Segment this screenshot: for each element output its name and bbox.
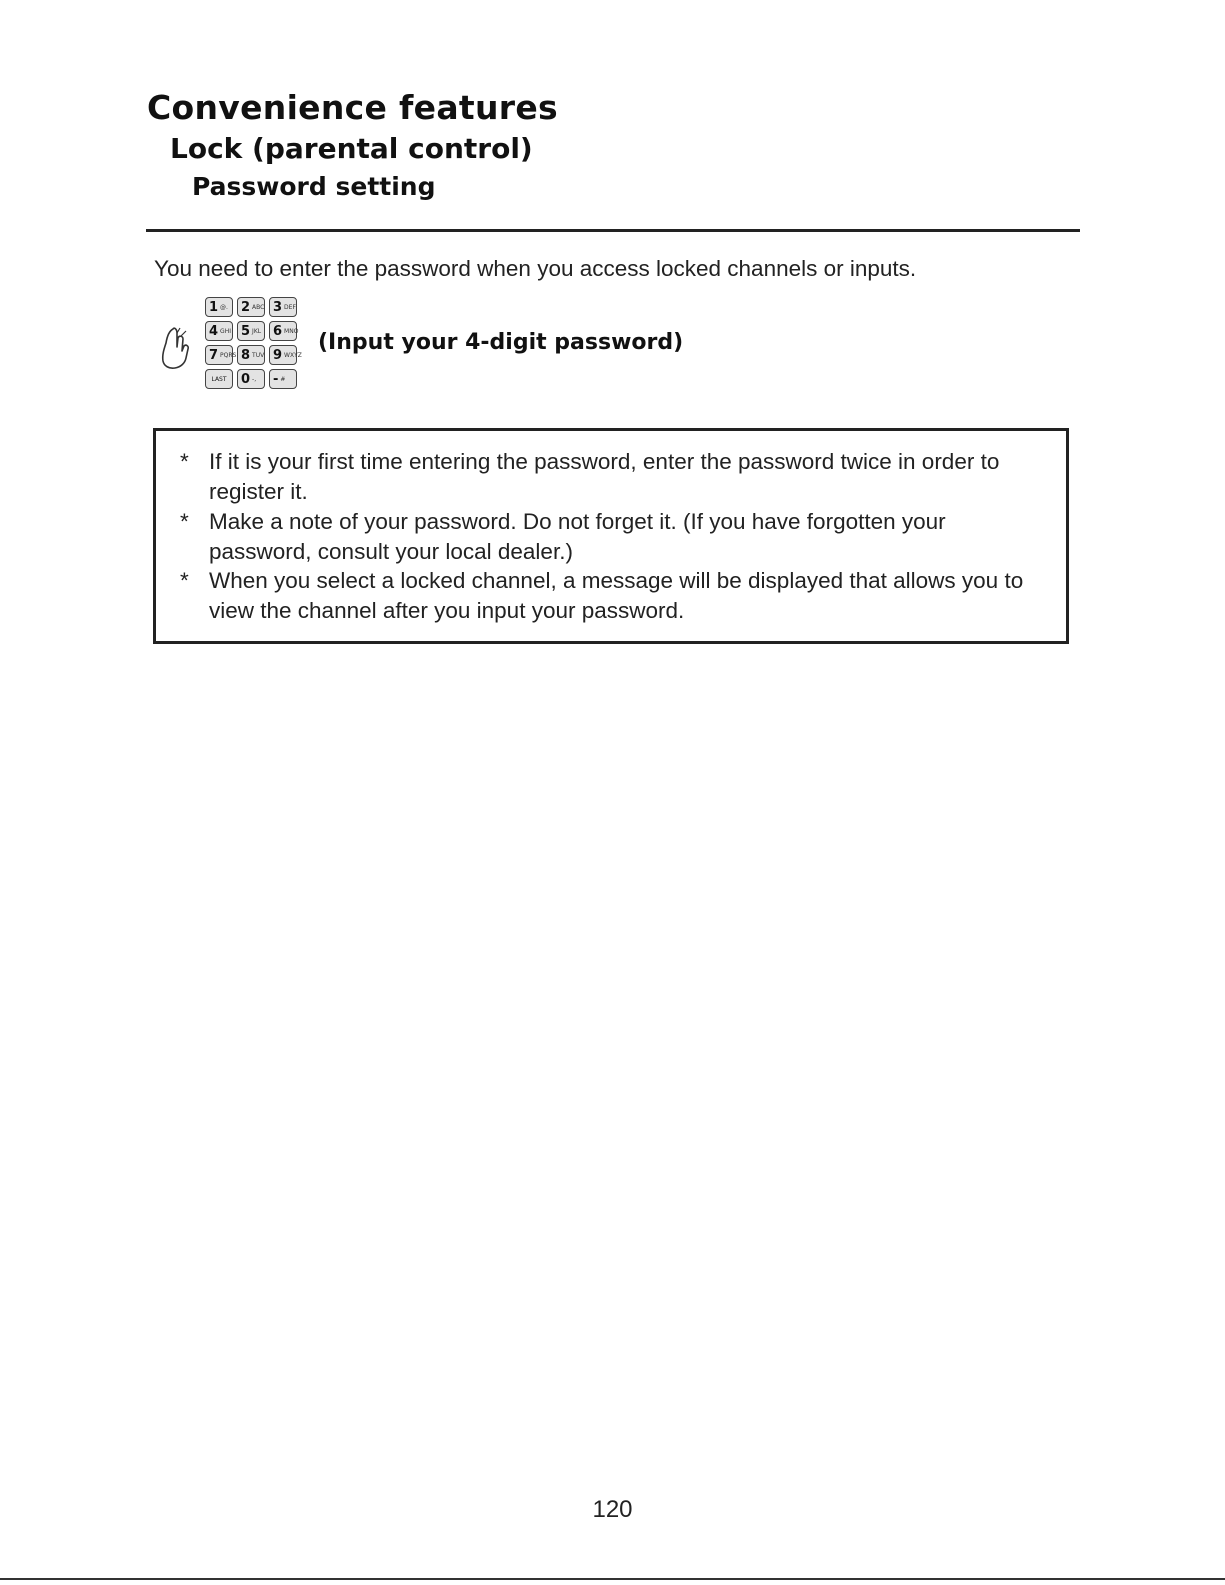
key-dash: - #: [269, 369, 297, 389]
intro-text: You need to enter the password when you access locked channels or inputs.: [154, 256, 917, 281]
finger-press-icon: [159, 325, 195, 371]
section-title: Lock (parental control): [170, 132, 533, 165]
key-0: 0 -,: [237, 369, 265, 389]
note-bullet: *: [180, 449, 189, 474]
note-text: Make a note of your password. Do not forget it. (If you have forgotten your password, consult your local dealer.): [209, 509, 946, 564]
keypad-instruction: (Input your 4-digit password): [318, 330, 684, 355]
key-1: 1 @.: [205, 297, 233, 317]
page-title: Convenience features: [147, 88, 558, 127]
note-bullet: *: [180, 509, 189, 534]
page-bottom-border: [0, 1578, 1225, 1580]
key-9: 9 WXYZ: [269, 345, 297, 365]
note-text: When you select a locked channel, a message will be displayed that allows you to view the channel after you input your password.: [209, 568, 1024, 623]
header-divider: [146, 229, 1080, 232]
key-4: 4 GHI: [205, 321, 233, 341]
note-text: If it is your first time entering the password, enter the password twice in order to register it.: [209, 449, 1000, 504]
note-item: [180, 447, 1050, 507]
key-3: 3 DEF: [269, 297, 297, 317]
key-8: 8 TUV: [237, 345, 265, 365]
subsection-title: Password setting: [192, 172, 436, 201]
page-number: 120: [592, 1496, 633, 1523]
note-bullet: *: [180, 568, 189, 593]
key-7: 7 PQRS: [205, 345, 233, 365]
key-5: 5 JKL: [237, 321, 265, 341]
key-6: 6 MNO: [269, 321, 297, 341]
number-keypad: [205, 297, 302, 389]
key-2: 2 ABC: [237, 297, 265, 317]
note-item: [180, 566, 1050, 626]
key-last: LAST: [205, 369, 233, 389]
note-item: [180, 507, 1050, 567]
